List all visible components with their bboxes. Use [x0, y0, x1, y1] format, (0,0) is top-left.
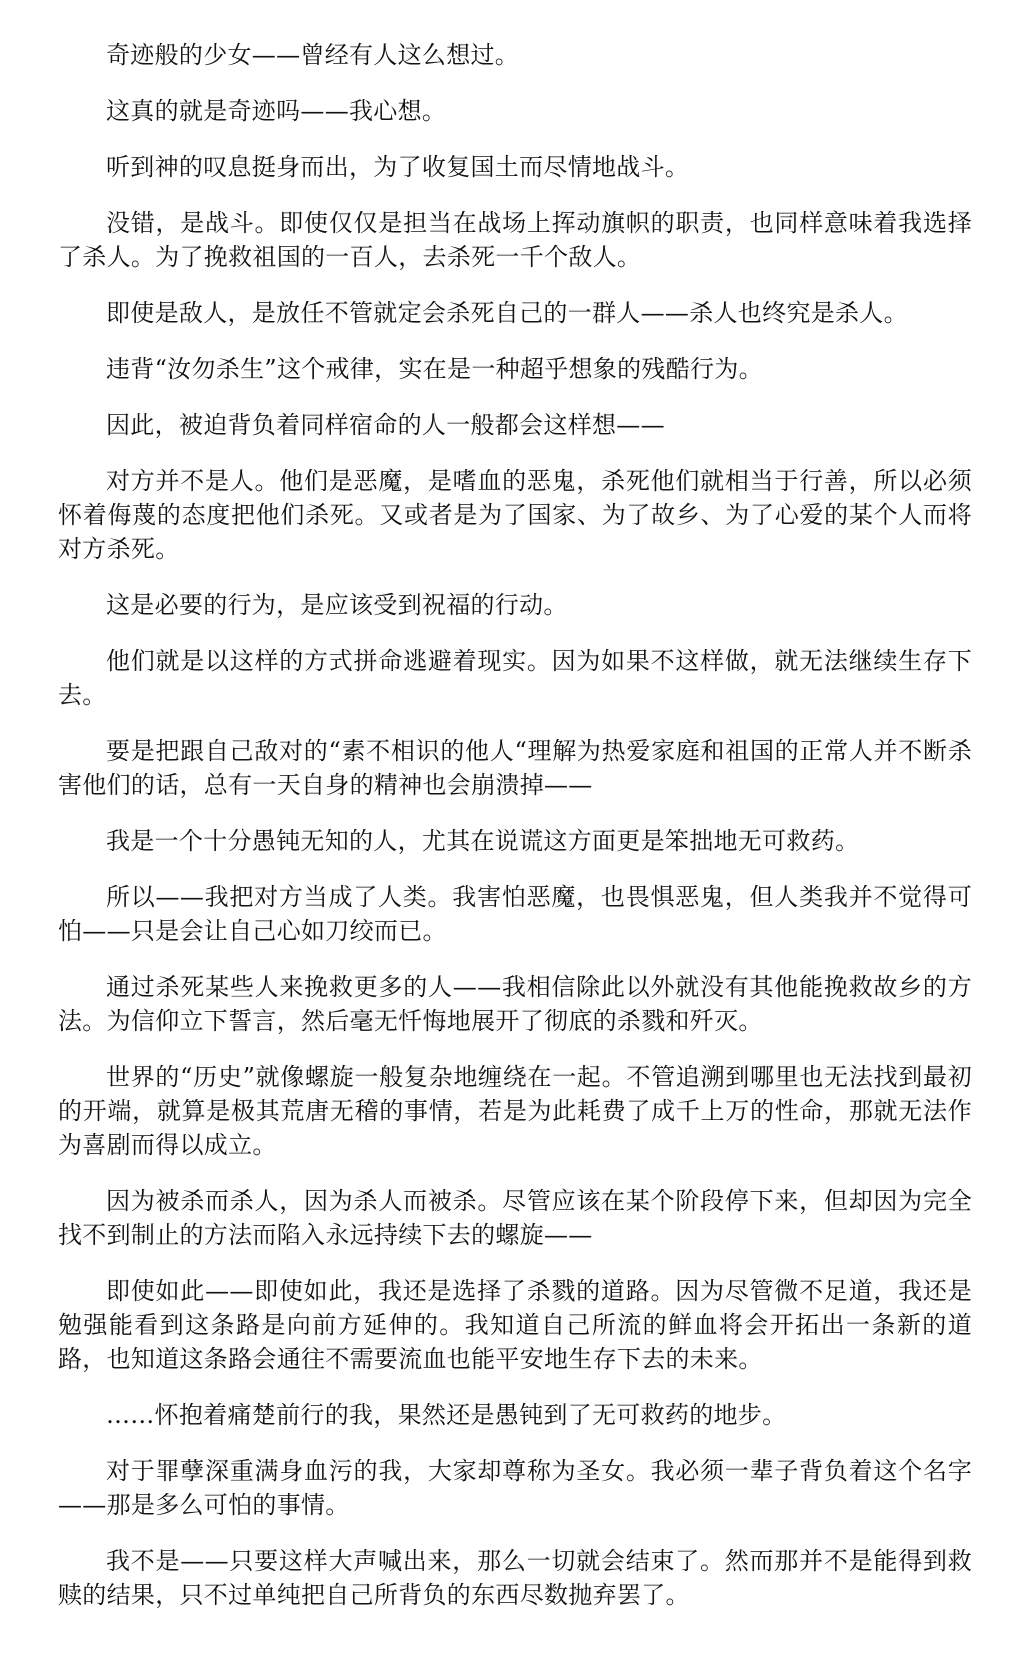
paragraph: 因此，被迫背负着同样宿命的人一般都会这样想—— — [106, 411, 665, 439]
paragraph: 这真的就是奇迹吗——我心想。 — [106, 97, 447, 125]
paragraph: 世界的“历史”就像螺旋一般复杂地缠绕在一起。不管追溯到哪里也无法找到最初的开端，就算是极其荒唐无稽的事情，若是为此耗费了成千上万的性命，那就无法作为喜剧而得以成立。 — [58, 1063, 972, 1159]
paragraph: 听到神的叹息挺身而出，为了收复国土而尽情地战斗。 — [106, 153, 690, 181]
paragraph: 没错，是战斗。即使仅仅是担当在战场上挥动旗帜的职责，也同样意味着我选择了杀人。为了挽救祖国的一百人，去杀死一千个敌人。 — [58, 209, 972, 271]
paragraph: 奇迹般的少女——曾经有人这么想过。 — [106, 41, 520, 69]
paragraph: 对方并不是人。他们是恶魔，是嗜血的恶鬼，杀死他们就相当于行善，所以必须怀着侮蔑的态度把他们杀死。又或者是为了国家、为了故乡、为了心爱的某个人而将对方杀死。 — [58, 467, 972, 563]
paragraph: 违背“汝勿杀生”这个戒律，实在是一种超乎想象的残酷行为。 — [106, 355, 763, 383]
paragraph: 我是一个十分愚钝无知的人，尤其在说谎这方面更是笨拙地无可救药。 — [106, 827, 860, 855]
paragraph: 通过杀死某些人来挽救更多的人——我相信除此以外就没有其他能挽救故乡的方法。为信仰立下誓言，然后毫无忏悔地展开了彻底的杀戮和歼灭。 — [58, 973, 972, 1035]
paragraph: 要是把跟自己敌对的“素不相识的他人“理解为热爱家庭和祖国的正常人并不断杀害他们的话，总有一天自身的精神也会崩溃掉—— — [58, 737, 972, 799]
paragraph: 即使是敌人，是放任不管就定会杀死自己的一群人——杀人也终究是杀人。 — [106, 299, 908, 327]
paragraph: 因为被杀而杀人，因为杀人而被杀。尽管应该在某个阶段停下来，但却因为完全找不到制止的方法而陷入永远持续下去的螺旋—— — [58, 1187, 972, 1249]
paragraph: 我不是——只要这样大声喊出来，那么一切就会结束了。然而那并不是能得到救赎的结果，只不过单纯把自己所背负的东西尽数抛弃罢了。 — [58, 1547, 972, 1609]
paragraph: 所以——我把对方当成了人类。我害怕恶魔，也畏惧恶鬼，但人类我并不觉得可怕——只是会让自己心如刀绞而已。 — [58, 883, 972, 945]
paragraph: 即使如此——即使如此，我还是选择了杀戮的道路。因为尽管微不足道，我还是勉强能看到这条路是向前方延伸的。我知道自己所流的鲜血将会开拓出一条新的道路，也知道这条路会通往不需要流血也能平安地生存下去的未来。 — [58, 1277, 972, 1373]
paragraph: 这是必要的行为，是应该受到祝福的行动。 — [106, 591, 568, 619]
paragraph: 他们就是以这样的方式拼命逃避着现实。因为如果不这样做，就无法继续生存下去。 — [58, 647, 972, 709]
paragraph: 对于罪孽深重满身血污的我，大家却尊称为圣女。我必须一辈子背负着这个名字——那是多么可怕的事情。 — [58, 1457, 972, 1519]
paragraph: ……怀抱着痛楚前行的我，果然还是愚钝到了无可救药的地步。 — [106, 1401, 787, 1429]
